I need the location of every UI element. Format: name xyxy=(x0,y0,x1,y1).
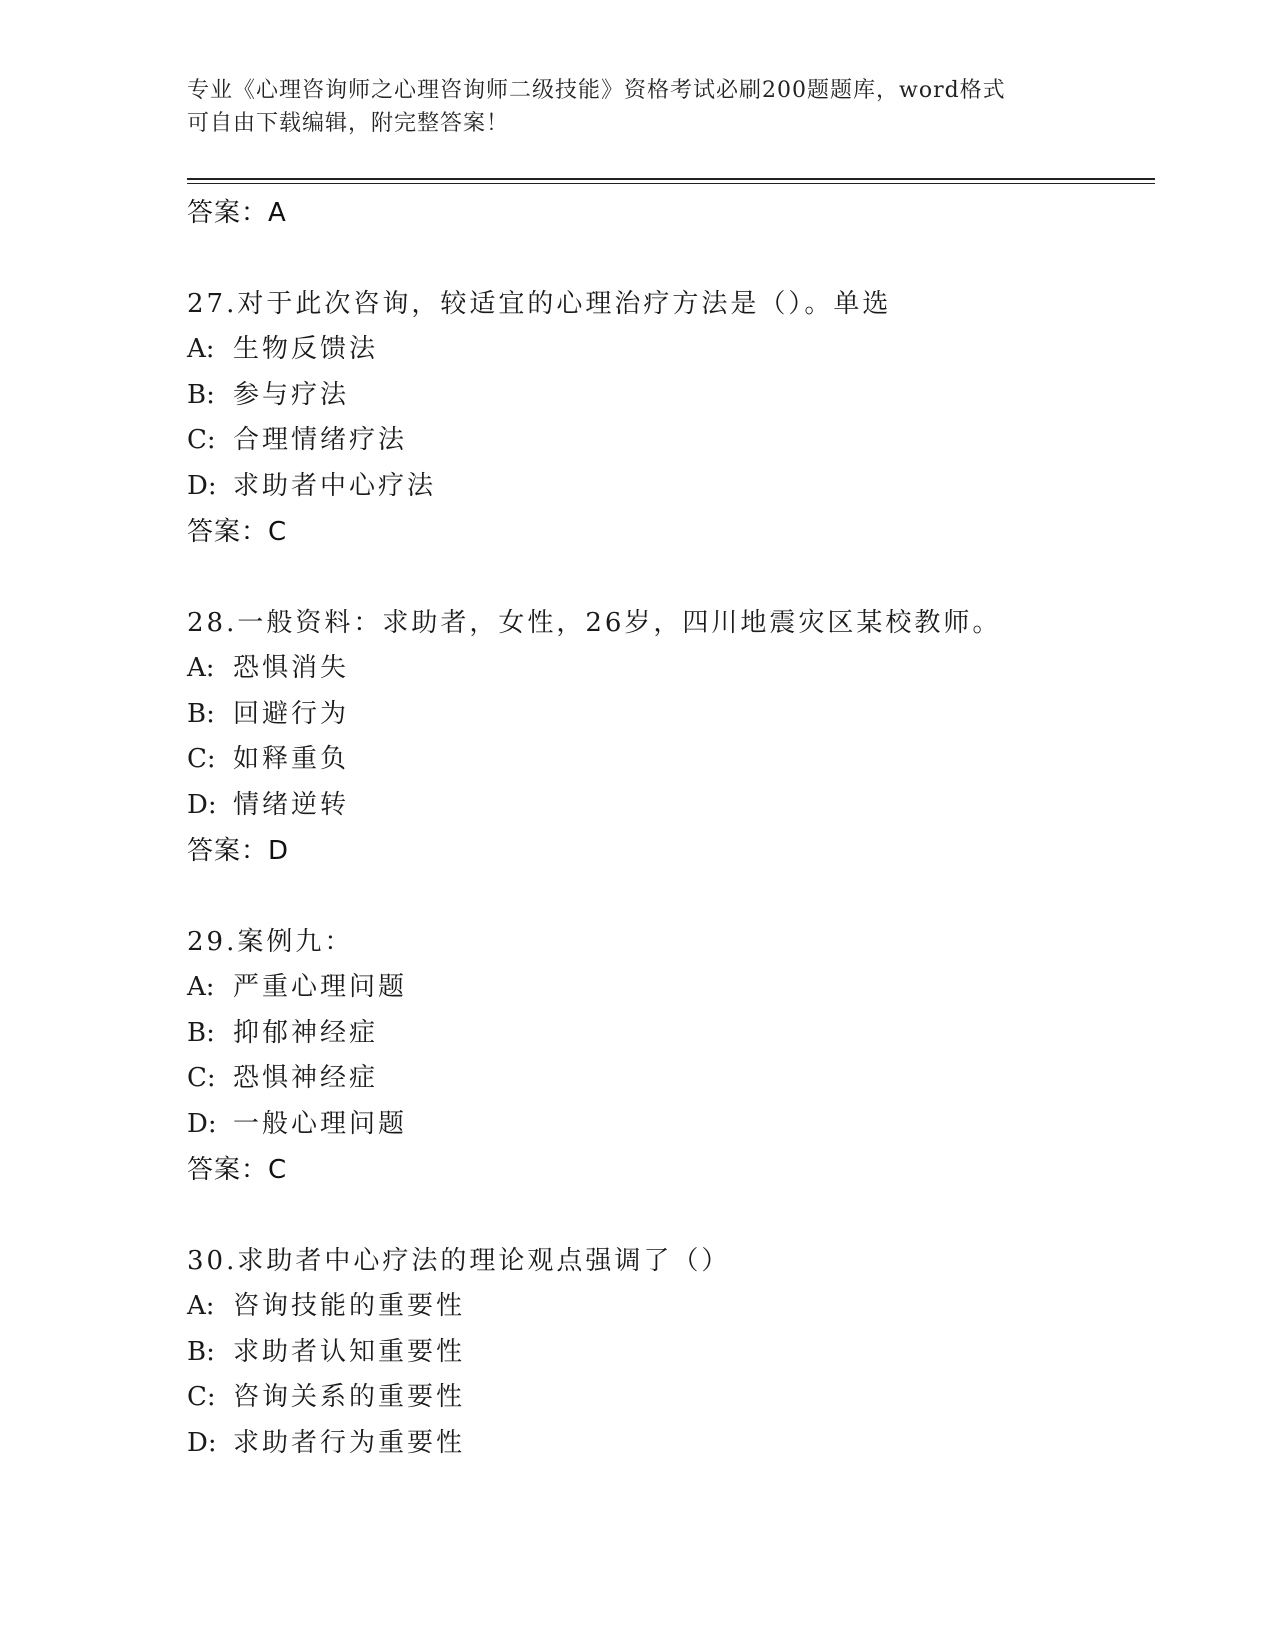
answer-line xyxy=(187,509,1155,555)
option-c xyxy=(187,1375,1155,1421)
option-b xyxy=(187,1330,1155,1376)
option-text: 求助者行为重要性 xyxy=(233,1427,466,1458)
option-key: B: xyxy=(187,1017,215,1048)
option-text: 生物反馈法 xyxy=(233,334,379,364)
option-key: A: xyxy=(187,1291,215,1321)
option-text: 如释重负 xyxy=(233,744,350,774)
question-block-29 xyxy=(187,919,1155,1193)
answer-label: 答案： xyxy=(187,836,269,866)
option-c xyxy=(187,418,1155,464)
option-key: B: xyxy=(187,379,215,410)
option-key: C: xyxy=(187,425,216,455)
option-a xyxy=(187,327,1155,373)
answer-value: C xyxy=(268,517,288,547)
document-header xyxy=(187,74,1067,140)
question-text: 29.案例九： xyxy=(187,927,354,957)
question-block-30 xyxy=(187,1238,1155,1466)
question-text: 28.一般资料：求助者，女性，26岁，四川地震灾区某校教师。 xyxy=(187,608,1002,638)
option-key: A: xyxy=(187,972,215,1002)
answer-line-q26 xyxy=(187,190,1155,236)
option-text: 恐惧消失 xyxy=(233,653,350,683)
question-text: 27.对于此次咨询，较适宜的心理治疗方法是（）。单选 xyxy=(187,289,892,319)
answer-value: C xyxy=(268,1155,288,1185)
question-list xyxy=(187,190,1155,1466)
option-key: D: xyxy=(187,470,217,501)
option-a xyxy=(187,646,1155,692)
option-b xyxy=(187,692,1155,738)
answer-value: D xyxy=(268,836,290,866)
header-line-1: 专业《心理咨询师之心理咨询师二级技能》资格考试必刷200题题库，word格式 xyxy=(187,78,1006,103)
option-c xyxy=(187,737,1155,783)
header-divider-thick xyxy=(187,178,1155,180)
header-line-2: 可自由下载编辑，附完整答案！ xyxy=(187,111,510,136)
spacer xyxy=(187,236,1155,281)
option-key: C: xyxy=(187,744,216,774)
option-text: 咨询关系的重要性 xyxy=(233,1382,466,1412)
option-d xyxy=(187,783,1155,829)
option-key: A: xyxy=(187,653,215,683)
option-text: 求助者中心疗法 xyxy=(233,470,437,501)
option-key: B: xyxy=(187,1336,215,1367)
option-key: D: xyxy=(187,789,217,820)
answer-value: A xyxy=(268,198,287,228)
option-text: 参与疗法 xyxy=(233,379,350,410)
option-text: 回避行为 xyxy=(233,698,350,729)
question-text: 30.求助者中心疗法的理论观点强调了（） xyxy=(187,1246,731,1276)
option-b xyxy=(187,373,1155,419)
spacer xyxy=(187,555,1155,600)
option-key: C: xyxy=(187,1382,216,1412)
option-text: 情绪逆转 xyxy=(233,789,350,820)
option-key: C: xyxy=(187,1063,216,1093)
option-c xyxy=(187,1056,1155,1102)
option-text: 一般心理问题 xyxy=(233,1108,408,1139)
option-key: D: xyxy=(187,1427,217,1458)
question-block-27 xyxy=(187,281,1155,555)
option-key: B: xyxy=(187,698,215,729)
option-text: 严重心理问题 xyxy=(233,972,408,1002)
option-d xyxy=(187,464,1155,510)
option-text: 求助者认知重要性 xyxy=(233,1336,466,1367)
option-a xyxy=(187,1284,1155,1330)
header-divider-thin xyxy=(187,183,1155,184)
option-key: D: xyxy=(187,1108,217,1139)
spacer xyxy=(187,1193,1155,1238)
answer-label: 答案： xyxy=(187,1155,269,1185)
answer-label: 答案： xyxy=(187,517,269,547)
answer-line xyxy=(187,828,1155,874)
answer-line xyxy=(187,1147,1155,1193)
option-text: 咨询技能的重要性 xyxy=(233,1291,466,1321)
option-d xyxy=(187,1102,1155,1148)
question-block-28 xyxy=(187,600,1155,874)
answer-label: 答案： xyxy=(187,198,269,228)
option-text: 合理情绪疗法 xyxy=(233,425,408,455)
option-d xyxy=(187,1421,1155,1467)
option-b xyxy=(187,1011,1155,1057)
spacer xyxy=(187,874,1155,919)
option-text: 恐惧神经症 xyxy=(233,1063,379,1093)
option-a xyxy=(187,965,1155,1011)
option-key: A: xyxy=(187,334,215,364)
option-text: 抑郁神经症 xyxy=(233,1017,379,1048)
